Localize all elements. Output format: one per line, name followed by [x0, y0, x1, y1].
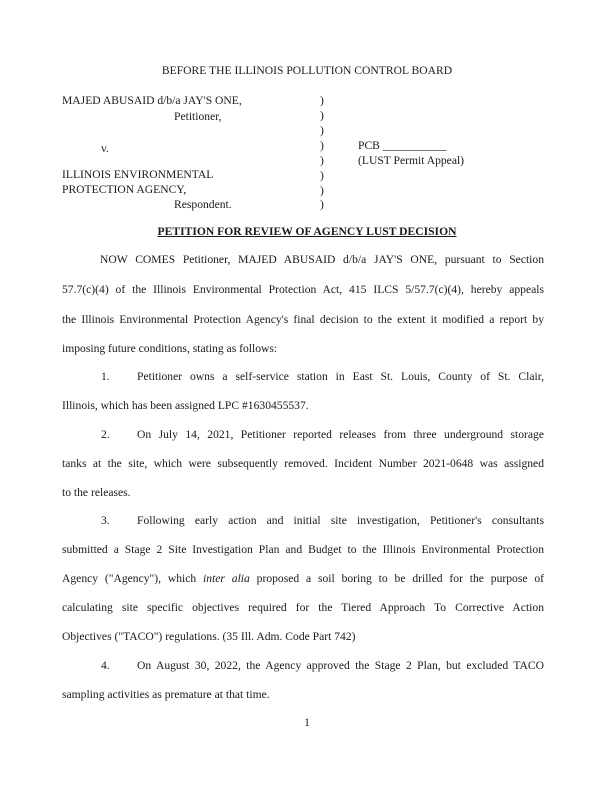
case-type: (LUST Permit Appeal) [358, 154, 465, 167]
versus-label: v. [101, 142, 109, 155]
paragraph-number: 4. [101, 659, 110, 672]
paragraph-line: sampling activities as premature at that time. [62, 688, 270, 701]
paragraph-line: Petitioner owns a self-service station in East St. Louis, County of St. Clair, [137, 370, 544, 383]
paragraph-text: proposed a soil boring to be drilled for the purpose of [249, 572, 544, 585]
paragraph-number: 1. [101, 370, 110, 383]
document-title: PETITION FOR REVIEW OF AGENCY LUST DECISION [157, 225, 457, 238]
paragraph-line: Following early action and initial site investigation, Petitioner's consultants [137, 514, 544, 527]
paragraph-line: On August 30, 2022, the Agency approved the Stage 2 Plan, but excluded TACO [137, 659, 544, 672]
paragraph-number: 2. [101, 428, 110, 441]
caption-paren: ) [320, 124, 324, 137]
intro-line: the Illinois Environmental Protection Agency's final decision to the extent it modified a report by [62, 313, 544, 326]
intro-line: 57.7(c)(4) of the Illinois Environmental Protection Act, 415 ILCS 5/57.7(c)(4), hereby appeals [62, 283, 544, 296]
paragraph-line: tanks at the site, which were subsequently removed. Incident Number 2021-0648 was assigned [62, 457, 544, 470]
petitioner-role: Petitioner, [174, 110, 222, 123]
italic-phrase: inter alia [203, 572, 250, 585]
paragraph-number: 3. [101, 514, 110, 527]
paragraph-line: calculating site specific objectives required for the Tiered Approach To Corrective Action [62, 601, 544, 614]
page-number: 1 [304, 716, 310, 729]
caption-paren: ) [320, 198, 324, 211]
petitioner-name: MAJED ABUSAID d/b/a JAY'S ONE, [62, 94, 242, 107]
intro-line: imposing future conditions, stating as follows: [62, 342, 278, 355]
paragraph-line: to the releases. [62, 486, 131, 499]
intro-line: NOW COMES Petitioner, MAJED ABUSAID d/b/a JAY'S ONE, pursuant to Section [100, 253, 544, 266]
caption-paren: ) [320, 109, 324, 122]
caption-paren: ) [320, 139, 324, 152]
case-number: PCB ___________ [358, 139, 447, 152]
paragraph-text: Agency ("Agency"), which [62, 572, 204, 585]
respondent-name-line2: PROTECTION AGENCY, [62, 183, 187, 196]
caption-paren: ) [320, 184, 324, 197]
paragraph-line: Objectives ("TACO") regulations. (35 Ill. Adm. Code Part 742) [62, 630, 356, 643]
caption-paren: ) [320, 169, 324, 182]
paragraph-line [62, 572, 544, 586]
paragraph-line: submitted a Stage 2 Site Investigation Plan and Budget to the Illinois Environmental Protection [62, 543, 544, 556]
caption-paren: ) [320, 94, 324, 107]
court-heading: BEFORE THE ILLINOIS POLLUTION CONTROL BOARD [161, 64, 453, 77]
respondent-role: Respondent. [174, 198, 232, 211]
respondent-name-line1: ILLINOIS ENVIRONMENTAL [62, 168, 214, 181]
paragraph-line: Illinois, which has been assigned LPC #1630455537. [62, 399, 309, 412]
caption-paren: ) [320, 154, 324, 167]
paragraph-line: On July 14, 2021, Petitioner reported releases from three underground storage [137, 428, 544, 441]
